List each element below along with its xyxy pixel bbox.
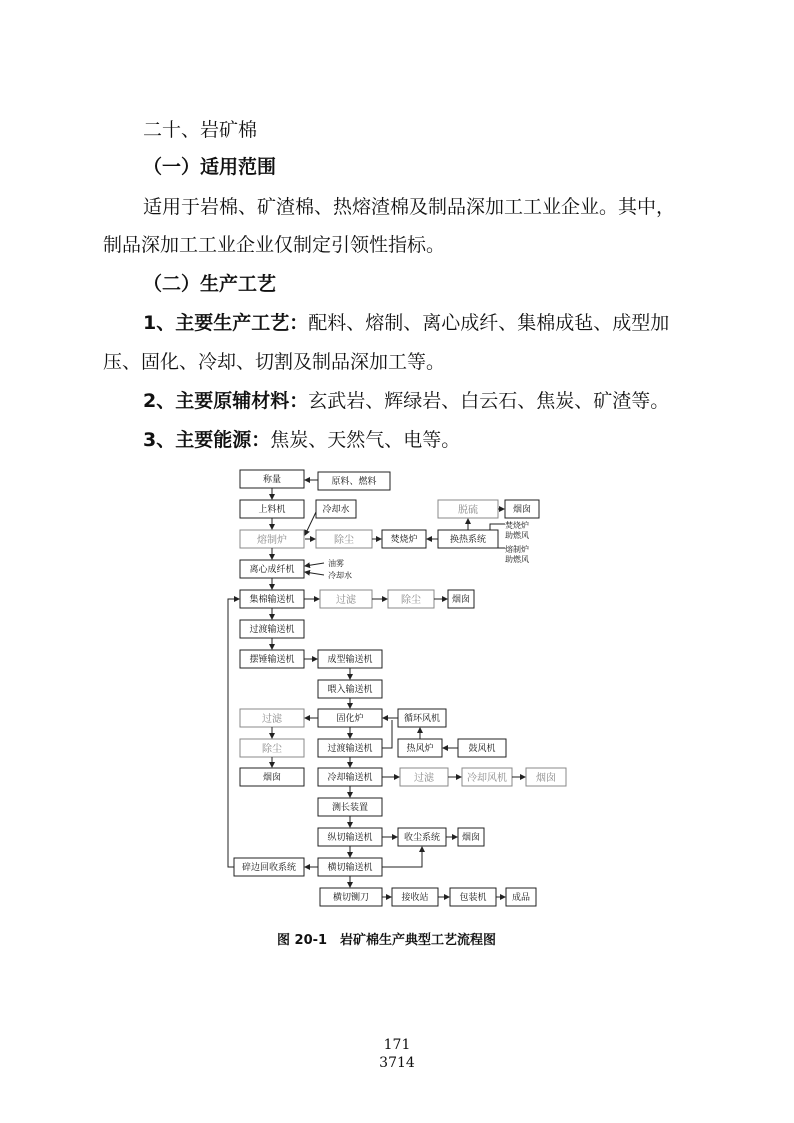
svg-text:过渡输送机: 过渡输送机 (249, 625, 295, 635)
svg-text:过滤: 过滤 (336, 595, 356, 606)
svg-text:摆锤输送机: 摆锤输送机 (249, 655, 295, 665)
svg-text:接收站: 接收站 (401, 893, 429, 903)
box-zongqie (318, 828, 382, 846)
process-label-3: 3、主要能源： (143, 429, 271, 451)
box-yuanliao (318, 472, 390, 490)
page-number: 171 (383, 1037, 411, 1053)
box-guhualu (318, 709, 382, 727)
subsection-title-process: （二）生产工艺 (143, 273, 277, 295)
box-hengqie (318, 858, 382, 876)
process-label-1: 1、主要生产工艺： (143, 312, 309, 334)
svg-text:横切铡刀: 横切铡刀 (332, 893, 370, 903)
box-chengxing (318, 650, 382, 668)
box-cechang (318, 798, 382, 816)
box-guolv2 (240, 709, 304, 727)
svg-text:包装机: 包装机 (459, 893, 487, 903)
box-lixin (240, 560, 304, 578)
svg-text:烟囱: 烟囱 (451, 595, 471, 605)
box-baichui (240, 650, 304, 668)
box-yandao4 (526, 768, 566, 786)
box-gufeng (458, 739, 506, 757)
svg-text:除尘: 除尘 (401, 595, 421, 606)
box-yandao2 (448, 590, 474, 608)
box-guolv1 (320, 590, 372, 608)
svg-text:热风炉: 热风炉 (406, 744, 434, 754)
label-zhuranfeng-b: 助燃风 (505, 555, 529, 564)
box-fenshaolu (382, 530, 426, 548)
box-chuchen1 (316, 530, 372, 548)
svg-text:烟囱: 烟囱 (461, 833, 481, 843)
label-rongzhilu2: 熔制炉 (505, 545, 529, 554)
label-youwu: 油雾 (328, 559, 344, 568)
box-jieshou (392, 888, 438, 906)
svg-text:上料机: 上料机 (258, 505, 286, 515)
box-huanre (438, 530, 498, 548)
subsection-title-scope: （一）适用范围 (143, 156, 277, 178)
label-fenshaolu-zr: 焚烧炉 (505, 521, 529, 530)
process-text-1: 配料、熔制、离心成纤、集棉成毡、成型加 (308, 312, 670, 334)
svg-text:除尘: 除尘 (262, 744, 282, 755)
svg-text:固化炉: 固化炉 (336, 714, 364, 724)
svg-text:冷却输送机: 冷却输送机 (327, 773, 373, 783)
box-lengquefeng (462, 768, 512, 786)
box-chuchen2 (388, 590, 434, 608)
label-zhuranfeng-a: 助燃风 (505, 531, 529, 540)
svg-text:称量: 称量 (262, 475, 282, 485)
section-title: 二十、岩矿棉 (143, 119, 258, 141)
svg-text:换热系统: 换热系统 (449, 535, 487, 545)
box-chuchen3 (240, 739, 304, 757)
scope-paragraph-line2: 制品深加工工业企业仅制定引领性指标。 (103, 234, 446, 256)
box-lengque (318, 768, 382, 786)
svg-text:除尘: 除尘 (334, 535, 354, 546)
svg-text:烟囱: 烟囱 (262, 773, 282, 783)
figure-caption: 图 20-1 岩矿棉生产典型工艺流程图 (277, 933, 497, 948)
process-item-1-cont: 压、固化、冷却、切割及制品深加工等。 (103, 351, 446, 373)
svg-text:测长装置: 测长装置 (331, 803, 369, 813)
svg-text:焚烧炉: 焚烧炉 (390, 535, 418, 545)
svg-text:鼓风机: 鼓风机 (468, 744, 496, 754)
svg-text:烟囱: 烟囱 (512, 505, 532, 515)
page-total: 3714 (379, 1055, 415, 1071)
box-guolv3 (400, 768, 448, 786)
svg-text:过滤: 过滤 (414, 773, 434, 784)
svg-text:收尘系统: 收尘系统 (403, 833, 441, 843)
svg-text:集棉输送机: 集棉输送机 (249, 595, 295, 605)
svg-text:过渡输送机: 过渡输送机 (327, 744, 373, 754)
svg-text:原料、燃料: 原料、燃料 (331, 477, 377, 487)
box-yandao5 (458, 828, 484, 846)
svg-text:冷却水: 冷却水 (322, 505, 350, 515)
svg-text:成型输送机: 成型输送机 (327, 655, 373, 665)
svg-text:成品: 成品 (511, 893, 531, 903)
svg-text:熔制炉: 熔制炉 (257, 535, 287, 546)
box-tuoliu (438, 500, 498, 518)
box-chengliang (240, 470, 304, 488)
box-rongzhilu (240, 530, 304, 548)
box-yandao3 (240, 768, 304, 786)
box-shangliao (240, 500, 304, 518)
box-guodu2 (318, 739, 382, 757)
svg-text:过滤: 过滤 (262, 714, 282, 725)
scope-paragraph-line1: 适用于岩棉、矿渣棉、热熔渣棉及制品深加工工业企业。其中， (143, 196, 676, 218)
process-text-2: 玄武岩、辉绿岩、白云石、焦炭、矿渣等。 (308, 390, 670, 412)
box-jimian (240, 590, 304, 608)
svg-text:循环风机: 循环风机 (403, 714, 441, 724)
box-xunhuan (398, 709, 446, 727)
box-yandao1 (505, 500, 539, 518)
box-chengpin (506, 888, 536, 906)
label-lengquesui2: 冷却水 (328, 571, 352, 580)
svg-text:横切输送机: 横切输送机 (327, 863, 373, 873)
box-refenglu (398, 739, 442, 757)
box-guodu1 (240, 620, 304, 638)
svg-text:脱硫: 脱硫 (458, 505, 478, 516)
svg-text:冷却风机: 冷却风机 (467, 773, 507, 784)
svg-text:烟囱: 烟囱 (536, 773, 556, 784)
svg-text:离心成纤机: 离心成纤机 (249, 565, 295, 575)
box-hengqiedao (320, 888, 382, 906)
box-baozhuang (450, 888, 496, 906)
box-lengquesui (316, 500, 356, 518)
process-label-2: 2、主要原辅材料： (143, 390, 309, 412)
box-shouchen (398, 828, 446, 846)
svg-text:喂入输送机: 喂入输送机 (327, 685, 373, 695)
box-suibian (234, 858, 304, 876)
box-weiru (318, 680, 382, 698)
process-text-3: 焦炭、天然气、电等。 (270, 429, 461, 451)
svg-text:纵切输送机: 纵切输送机 (327, 833, 373, 843)
svg-text:碎边回收系统: 碎边回收系统 (241, 863, 297, 873)
